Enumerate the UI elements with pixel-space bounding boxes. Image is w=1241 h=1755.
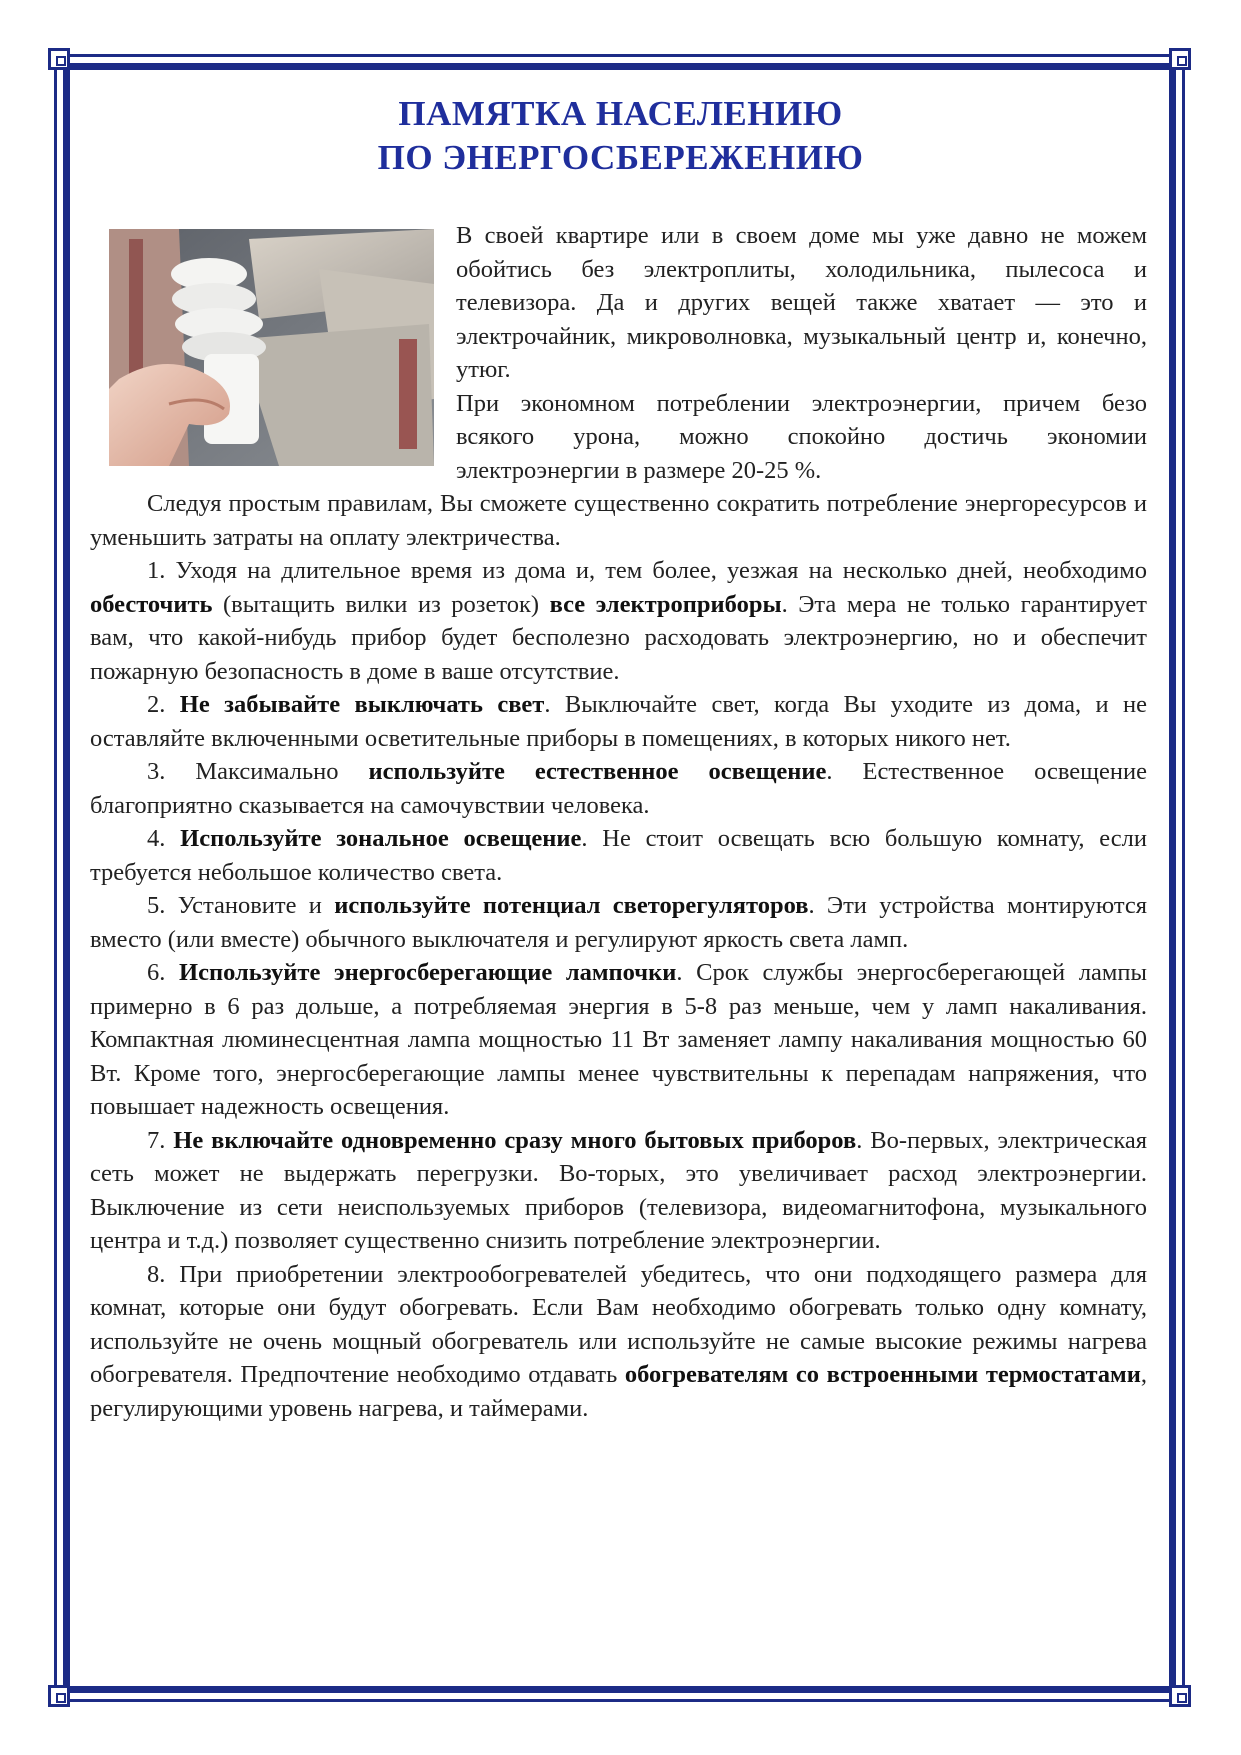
tip-emphasis: Используйте зональное освещение (180, 825, 582, 852)
tip-1 (90, 554, 1147, 688)
tip-6 (90, 956, 1147, 1124)
tip-emphasis: обогревателям со встроенными термостатами (624, 1361, 1141, 1388)
tip-3 (90, 755, 1147, 822)
frame-corner-ornament (48, 48, 70, 70)
frame-corner-ornament (1169, 48, 1191, 70)
tip-text: (вытащить вилки из розеток) (212, 590, 550, 618)
title-line-2: ПО ЭНЕРГОСБЕРЕЖЕНИЮ (377, 138, 864, 177)
tip-text: , регулирующими уровень нагрева, и таймерами. (90, 1361, 1147, 1422)
tip-text: . Естественное освещение благоприятно сказывается на самочувствии человека. (90, 758, 1147, 819)
tip-text: . Срок службы энергосберегающей лампы примерно в 6 раз дольше, а потребляемая энергия в 5-8 раз меньше, чем у ламп накаливания. Компактная люминесцентная лампа мощностью 11 Вт заменяет лампу накаливания мощностью 60 Вт. Кроме того, энергосберегающие лампы менее чувствительны к перепадам напряжения, что повышает надежность освещения. (90, 959, 1148, 1120)
energy-saving-lamp-photo (109, 229, 434, 466)
tip-text: 2. (147, 691, 180, 718)
tip-text: 7. (147, 1126, 174, 1154)
tip-emphasis: используйте естественное освещение (368, 758, 827, 785)
tip-text: 8. При приобретении электрообогревателей убедитесь, что они подходящего размера для комнат, которые они будут обогревать. Если Вам необходимо обогревать только одну комнату, используйте не очень мощный обогреватель или используйте не самые высокие режимы нагрева обогревателя. Предпочтение необходимо отдавать (90, 1260, 1147, 1388)
tip-text: 4. (147, 825, 181, 852)
lead-paragraph: Следуя простым правилам, Вы сможете существенно сократить потребление энергоресурсов и уменьшить затраты на оплату электричества. (90, 490, 1147, 551)
tip-2 (90, 688, 1147, 755)
tip-text: 3. Максимально (147, 758, 369, 785)
title-line-1: ПАМЯТКА НАСЕЛЕНИЮ (398, 94, 843, 133)
tip-emphasis: Используйте энергосберегающие лампочки (179, 959, 677, 986)
tip-text: . Эти устройства монтируются вместо (или вместе) обычного выключателя и регулируют яркость света ламп. (90, 892, 1147, 953)
intro-paragraph: В своей квартире или в своем доме мы уже давно не можем обойтись без электроплиты, холодильника, пылесоса и телевизора. Да и других вещей также хватает — это и электрочайник, микроволновка, музыкальный центр и, конечно, утюг. (456, 222, 1147, 383)
intro-section (456, 219, 1147, 487)
tip-emphasis: обесточить (90, 590, 213, 618)
tip-text: . Эта мера не только гарантирует вам, что какой-нибудь прибор будет бесполезно расходовать электроэнергию, но и обеспечит пожарную безопасность в доме в ваше отсутствие. (90, 590, 1147, 685)
tip-text: . Выключайте свет, когда Вы уходите из дома, и не оставляйте включенными осветительные приборы в помещениях, в которых никого нет. (90, 691, 1148, 752)
tip-emphasis: Не забывайте выключать свет (179, 691, 545, 718)
tip-text: . Не стоит освещать всю большую комнату, если требуется небольшое количество света. (90, 825, 1147, 886)
tip-text: . Во-первых, электрическая сеть может не выдержать перегрузки. Во-торых, это увеличивает расход электроэнергии. Выключение из сети неиспользуемых приборов (телевизора, видеомагнитофона, музыкального центра и т.д.) позволяет существенно снизить потребление электроэнергии. (90, 1126, 1148, 1254)
tip-text: 5. Установите и (147, 892, 335, 919)
tip-text: 6. (147, 959, 180, 986)
tip-text: 1. Уходя на длительное время из дома и, тем более, уезжая на несколько дней, необходимо (147, 557, 1147, 584)
page-title (80, 92, 1161, 180)
tip-emphasis: Не включайте одновременно сразу много бытовых приборов (173, 1126, 857, 1154)
frame-corner-ornament (1169, 1685, 1191, 1707)
frame-corner-ornament (48, 1685, 70, 1707)
tip-emphasis: все электроприборы (549, 590, 782, 618)
tip-5 (90, 889, 1147, 956)
tip-8 (90, 1258, 1147, 1426)
tip-emphasis: используйте потенциал светорегуляторов (334, 892, 809, 919)
tips-section (90, 487, 1147, 1425)
tip-4 (90, 822, 1147, 889)
tip-7 (90, 1124, 1147, 1258)
intro-paragraph: При экономном потреблении электроэнергии, причем безо всякого урона, можно спокойно достичь экономии электроэнергии в размере 20-25 %. (456, 389, 1147, 484)
